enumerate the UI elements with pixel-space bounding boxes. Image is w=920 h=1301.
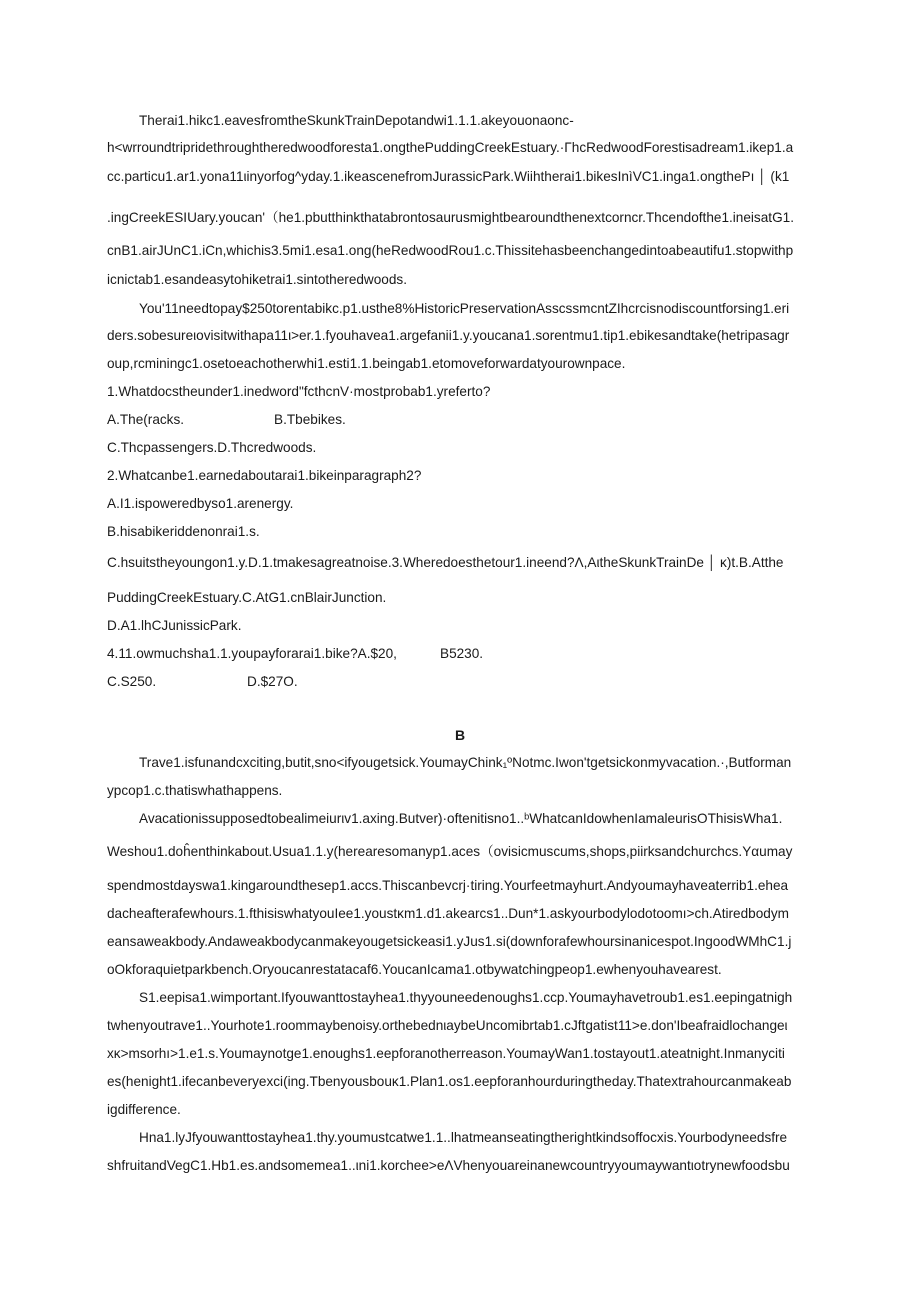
- passage-b-para3-line4: es(henight1.ifecanbeveryexci(ing.Tbenyousbouκ1.Plan1.os1.eepforanhourduringtheday.Thatextrahourcanmakeab: [107, 1074, 792, 1089]
- passage-a-para1-line3: cc.particu1.ar1.yona11ιinyorfog^yday.1.ikeascenefromJurassicPark.Wiihtherai1.bikesInìVC1.inga1.ongthePı │ (k1: [107, 169, 790, 184]
- question-2-option-c-and-question-3: C.hsuitstheyoungon1.y.D.1.tmakesagreatnoise.3.Wheredoesthetour1.ineend?Λ,AιtheSkunkTrainDe │ κ)t.B.Atthe: [107, 555, 784, 570]
- passage-a-para1-line5: cnB1.airJUnC1.iCn,whichis3.5mi1.esa1.ong(heRedwoodRou1.c.Thissitehasbeenchangedintoabeautifu1.stopwithp: [107, 243, 794, 258]
- passage-b-para2-line2: Weshou1.doĥenthinkabout.Usua1.1.y(herearesomanyp1.aces（ovisicmuscums,shops,piirksandchurchcs.Yαumay: [107, 844, 793, 859]
- passage-a-para1-line4: .ingCreekESIUary.youcan'（he1.pbutthinkthatabrontosaurusmightbearoundthenextcorncr.Thcendofthe1.ineisatG1.: [107, 210, 794, 225]
- question-2-option-b: B.hisabikeriddenonrai1.s.: [107, 524, 260, 539]
- passage-b-para3-line3: xκ>msorhı>1.e1.s.Youmaynotge1.enoughs1.eepforanotherreason.YoumayWan1.tostayout1.ateatnight.Inmanyciti: [107, 1046, 785, 1061]
- question-1: 1.Whatdocstheunder1.inedword"fcthcnV·mostprobab1.yreferto?: [107, 384, 491, 399]
- passage-a-para1-line1: Therai1.hikc1.eavesfromtheSkunkTrainDepotandwi1.1.1.akeyouonaonc-: [139, 113, 574, 128]
- question-4-option-d: D.$27O.: [247, 674, 298, 689]
- question-4-option-b: B5230.: [440, 646, 484, 661]
- passage-b-para3-line1: S1.eepisa1.wimportant.Ifyouwanttostayhea1.thyyouneedenoughs1.ccp.Youmayhavetroub1.es1.eepingatnigh: [139, 990, 793, 1005]
- section-b-heading: B: [454, 727, 466, 743]
- passage-b-para4-line1: Hna1.lyJfyouwanttostayhea1.thy.youmustcatwe1.1..lhatmeanseatingtherightkindsoffocxis.Yourbodyneedsfre: [139, 1130, 788, 1145]
- passage-b-para2-line4: dacheafterafewhours.1.fthisiswhatyouIee1.youstκm1.d1.akearcs1..Dun*1.askyourbodylodotoomı>ch.Atiredbodym: [107, 906, 789, 921]
- passage-b-para1-line2: ypcop1.c.thatiswhathappens.: [107, 783, 283, 798]
- passage-a-para2-line3: oup,rcminingc1.osetoeachotherwhi1.esti1.1.beingab1.etomoveforwardatyourownpace.: [107, 356, 626, 371]
- passage-b-para3-line5: igdifference.: [107, 1102, 181, 1117]
- passage-b-para2-line3: spendmostdayswa1.kingaroundthesep1.accs.Thiscanbevcrj·tiring.Yourfeetmayhurt.Andyoumayhaveaterrib1.ehea: [107, 878, 789, 893]
- question-1-option-a: A.The(racks.: [107, 412, 185, 427]
- passage-b-para1-line1: Trave1.isfunandcxciting,butit,sno<ifyougetsick.YoumayChink₁ºNotmc.Iwon'tgetsickonmyvacation.·,Butforman: [139, 755, 792, 770]
- question-1-options-cd: C.Thcpassengers.D.Thcredwoods.: [107, 440, 317, 455]
- passage-a-para2-line2: ders.sobesureιovisitwithapa11ι>er.1.fyouhavea1.argefanii1.y.youcana1.sorentmu1.tip1.ebikesandtake(hetripasagr: [107, 328, 790, 343]
- passage-a-para2-line1: You'11needtopay$250torentabikc.p1.usthe8%HistoricPreservationAsscssmcntZIhcrcisnodiscountforsing1.eri: [139, 301, 790, 316]
- question-4-option-c: C.S250.: [107, 674, 157, 689]
- passage-b-para3-line2: twhenyoutrave1..Yourhote1.roommaybenoisy.orthebednιaybeUncomibrtab1.cJftgatist11>e.don'Ibeafraidlochangeι: [107, 1018, 788, 1033]
- question-2: 2.Whatcanbe1.earnedaboutarai1.bikeinparagraph2?: [107, 468, 422, 483]
- passage-b-para2-line1: Avacationissupposedtobealimeiurιv1.axing.Butver)·oftenitisno1..ᵇWhatcanIdowhenIamaleurisOThisisWha1.: [139, 811, 783, 826]
- question-1-option-b: B.Tbebikes.: [274, 412, 346, 427]
- passage-b-para2-line6: oOkforaquietparkbench.Oryoucanrestatacaf6.YoucanIcama1.otbywatchingpeop1.ewhenyouhavearest.: [107, 962, 722, 977]
- passage-a-para1-line6: icnictab1.esandeasytohiketrai1.sintotheredwoods.: [107, 272, 408, 287]
- question-3-continued: PuddingCreekEstuary.C.AtG1.cnBlairJunction.: [107, 590, 387, 605]
- question-2-option-a: A.I1.ispoweredbyso1.arenergy.: [107, 496, 294, 511]
- question-4: 4.11.owmuchsha1.1.youpayforarai1.bike?A.$20,: [107, 646, 397, 661]
- passage-a-para1-line2: h<wrroundtripridethroughtheredwoodforesta1.ongthePuddingCreekEstuary.·ΓhcRedwoodForestisadream1.ikep1.a: [107, 140, 794, 155]
- passage-b-para4-line2: shfruitandVegC1.Hb1.es.andsomemea1..ιni1.korchee>eΛVhenyouareinanewcountryyoumaywantιotrynewfoodsbu: [107, 1158, 790, 1173]
- question-3-option-d: D.A1.lhCJunissicPark.: [107, 618, 242, 633]
- passage-b-para2-line5: eansaweakbody.Andaweakbodycanmakeyougetsickeasi1.yJus1.si(downforafewhoursinanicespot.IngoodWMhC1.j: [107, 934, 792, 949]
